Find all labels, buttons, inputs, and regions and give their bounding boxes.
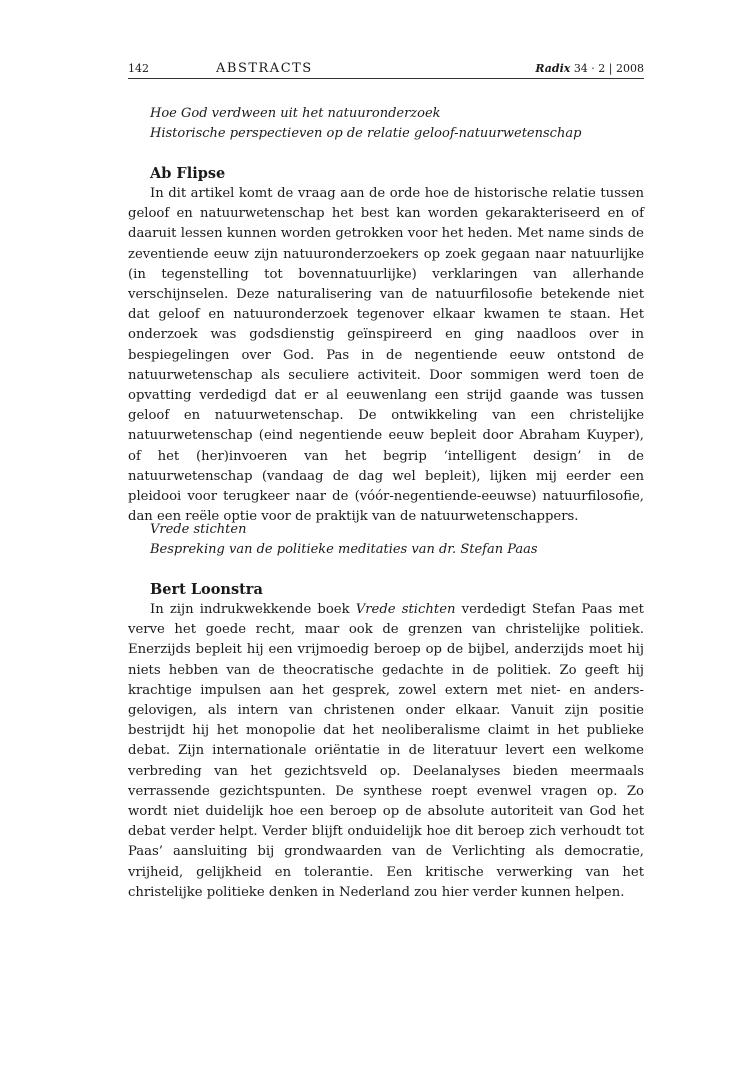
article-title: Hoe God verdween uit het natuuronderzoek: [150, 106, 441, 121]
article-author: Bert Loonstra: [150, 581, 263, 598]
book-title: Vrede stichten: [355, 602, 456, 617]
article-abstract: [128, 600, 644, 903]
journal-issue: 34 · 2 | 2008: [573, 62, 644, 75]
article-abstract: In dit artikel komt de vraag aan de orde hoe de historische relatie tussen geloof en natuurwetenschap het best kan worden gekarakteriseerd en of daaruit lessen kunnen worden getrokken voor het heden. Met name sinds de zeventiende eeuw zijn natuuronderzoekers op zoek gegaan naar natuurlijke (in tegenstelling tot bovennatuurlijke) verklaringen van allerhande verschijnselen. Deze naturalisering van de natuurfilosofie betekende niet dat geloof en natuuronderzoek tegenover elkaar kwamen te staan. Het onderzoek was godsdienstig geïnspireerd en ging naadloos over in bespiegelingen over God. Pas in de negentiende eeuw ontstond de natuurwetenschap als seculiere activiteit. Door sommigen werd toen de opvatting verdedigd dat er al eeuwenlang een strijd gaande was tussen geloof en natuurwetenschap. De ontwikkeling van een christelijke natuurwetenschap (eind negentiende eeuw bepleit door Abraham Kuyper), of het (her)invoeren van het begrip ‘intelligent design’ in de natuurwetenschap (vandaag de dag wel bepleit), lijken mij eerder een pleidooi voor terugkeer naar de (vóór-negentiende-eeuwse) natuurfilosofie, dan een reële optie voor de praktijk van de natuurwetenschappers.: [128, 186, 644, 525]
article-subtitle: Historische perspectieven op de relatie geloof-natuurwetenschap: [150, 126, 582, 141]
running-head: [128, 60, 644, 79]
journal-citation: [535, 60, 644, 78]
section-title: ABSTRACTS: [216, 61, 313, 76]
abstract-rest: verdedigt Stefan Paas met verve het goede recht, maar ook de grenzen van christelijke politiek. Enerzijds bepleit hij een vrijmoedig beroep op de bijbel, anderzijds moet hij niets hebben van de theocratische gedachte in de politiek. Zo geeft hij krachtige impulsen aan het gesprek, zowel extern met niet- en anders-gelovigen, als intern van christenen onder elkaar. Vanuit zijn positie bestrijdt hij het monopolie dat het neoliberalisme claimt in het publieke debat. Zijn internationale oriëntatie in de literatuur levert een welkome verbreding van het gezichtsveld op. Deelanalyses bieden meermaals verrassende gezichtspunten. De synthese roept evenwel vragen op. Zo wordt niet duidelijk hoe een beroep op de absolute autoriteit van God het debat verder helpt. Verder blijft onduidelijk hoe dit beroep zich verhoudt tot Paas’ aansluiting bij grondwaarden van de Verlichting als democratie, vrijheid, gelijkheid en tolerantie. Een kritische verwerking van het christelijke politieke denken in Nederland zou hier verder kunnen helpen.: [128, 602, 644, 900]
article-heading: [150, 520, 644, 560]
article-subtitle: Bespreking van de politieke meditaties van dr. Stefan Paas: [150, 542, 538, 557]
journal-name: Radix: [535, 62, 571, 75]
page-number: 142: [128, 62, 149, 75]
article-title: Vrede stichten: [150, 522, 247, 537]
abstract-article-1: [128, 104, 644, 527]
article-heading: [150, 104, 644, 144]
abstract-article-2: [128, 520, 644, 903]
abstract-lead: In zijn indrukwekkende boek: [150, 602, 356, 617]
article-author: Ab Flipse: [150, 165, 226, 182]
